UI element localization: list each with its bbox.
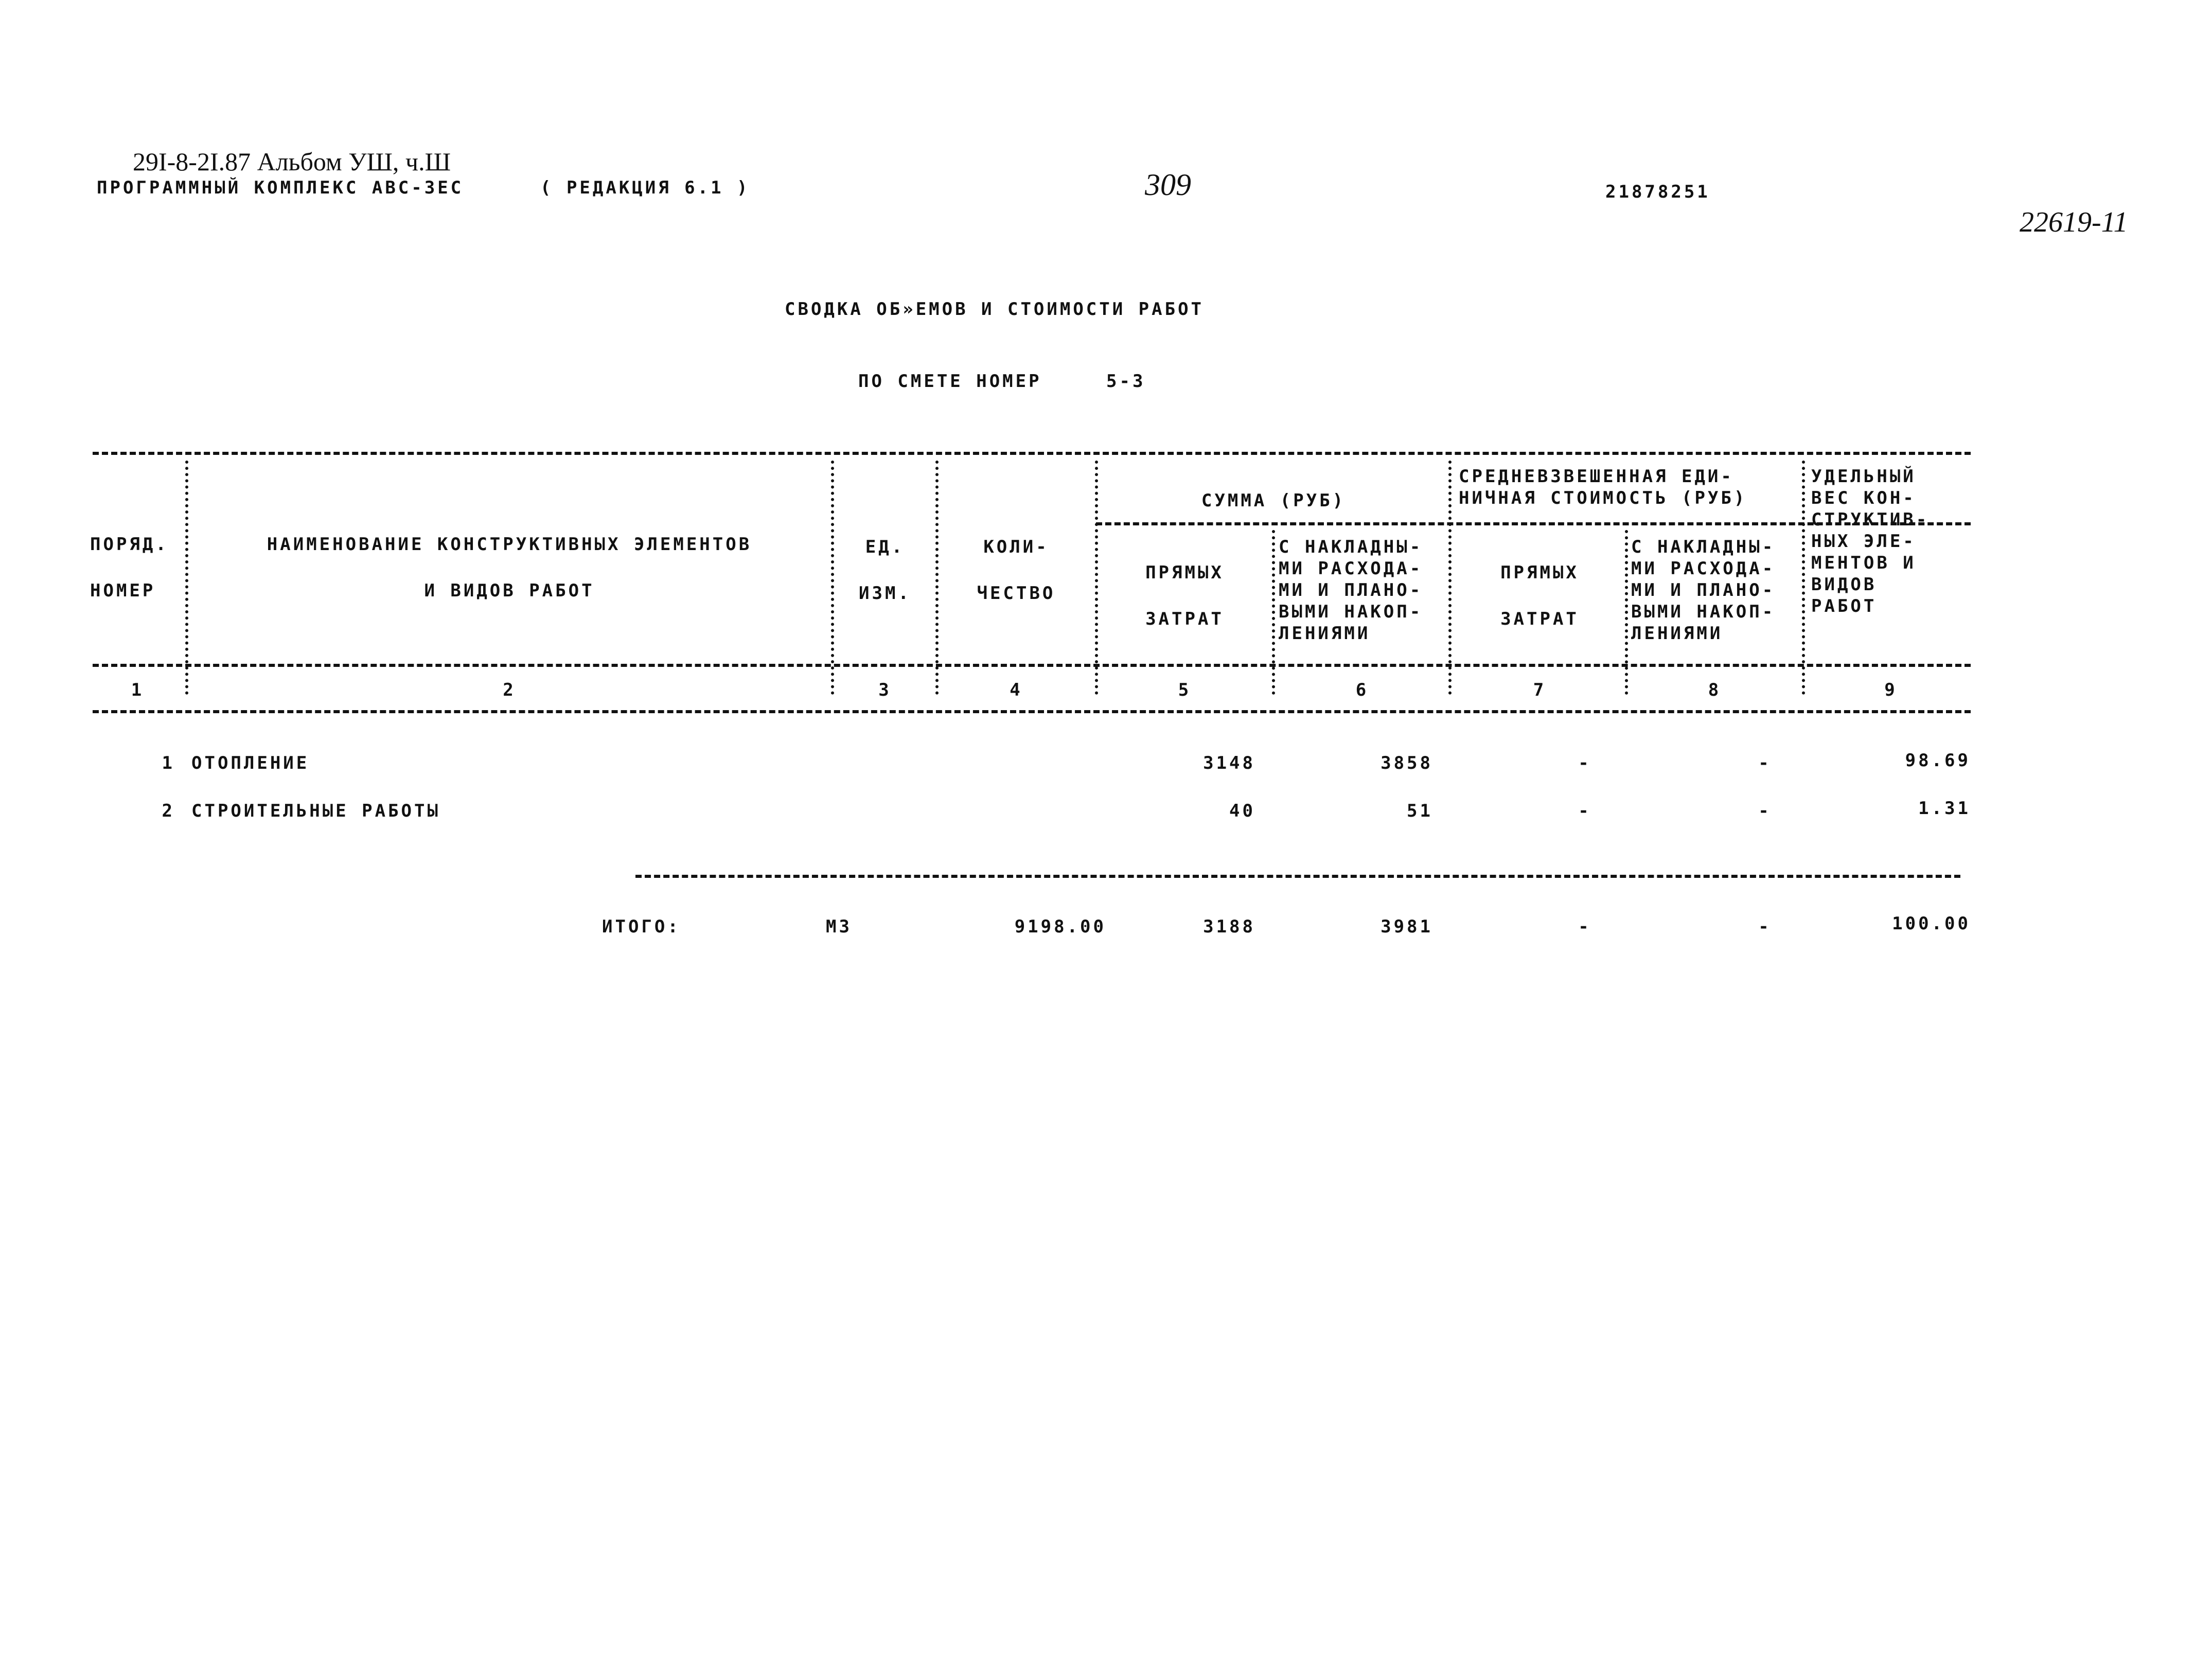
header-avg-direct-line1: ПРЯМЫХ (1500, 562, 1579, 583)
header-share-line3: СТРУКТИВ- (1811, 509, 1930, 530)
program-line: ПРОГРАММНЫЙ КОМПЛЕКС АВС-3ЕС (97, 178, 464, 198)
header-share-line6: ВИДОВ (1811, 574, 1877, 595)
row-overhead: 3858 (1381, 753, 1433, 773)
header-overhead-line2: МИ РАСХОДА- (1279, 558, 1423, 579)
header-avg-overhead-line4: ВЫМИ НАКОП- (1631, 602, 1776, 622)
column-number: 6 (1355, 680, 1369, 700)
header-order-line2: НОМЕР (90, 580, 156, 601)
row-share: 98.69 (1905, 750, 1971, 771)
album-reference: 29I-8-2I.87 Альбом УШ, ч.Ш (133, 147, 451, 176)
estimate-number: 5-3 (1106, 371, 1146, 392)
row-avg-overhead: - (1758, 753, 1772, 773)
header-avg-group (1459, 466, 1747, 509)
header-avg-overhead (1631, 536, 1775, 644)
row-name: СТРОИТЕЛЬНЫЕ РАБОТЫ (191, 801, 440, 821)
header-avg-overhead-line3: МИ И ПЛАНО- (1631, 580, 1776, 601)
row-direct: 3148 (1203, 753, 1255, 773)
table-top-rule (93, 452, 1971, 455)
header-avg-overhead-line1: С НАКЛАДНЫ- (1631, 537, 1776, 557)
header-share-line7: РАБОТ (1811, 596, 1877, 616)
row-direct: 40 (1229, 801, 1255, 821)
total-avg-overhead: - (1758, 916, 1772, 937)
header-bottom-rule (93, 664, 1971, 667)
header-avg-group-line1: СРЕДНЕВЗВЕШЕННАЯ ЕДИ- (1459, 466, 1734, 487)
column-number: 3 (878, 680, 892, 700)
row-overhead: 51 (1407, 801, 1433, 821)
page-number: 309 (1145, 168, 1191, 202)
document-title: СВОДКА ОБ»ЕМОВ И СТОИМОСТИ РАБОТ (785, 299, 1205, 320)
header-avg-direct-line2: ЗАТРАТ (1500, 609, 1579, 629)
total-avg-direct: - (1578, 916, 1591, 937)
header-order-line1: ПОРЯД. (90, 534, 169, 555)
column-number: 5 (1178, 680, 1192, 700)
header-overhead-line5: ЛЕНИЯМИ (1279, 623, 1371, 644)
column-number: 1 (131, 680, 145, 700)
column-number: 8 (1708, 680, 1722, 700)
column-number: 7 (1533, 680, 1547, 700)
edition-label: ( РЕДАКЦИЯ 6.1 ) (540, 178, 750, 198)
header-name-line1: НАИМЕНОВАНИЕ КОНСТРУКТИВНЫХ ЭЛЕМЕНТОВ (267, 534, 752, 555)
header-overhead-line1: С НАКЛАДНЫ- (1279, 537, 1423, 557)
header-direct-line1: ПРЯМЫХ (1145, 562, 1224, 583)
col-separator-7 (1625, 530, 1628, 695)
header-avg-group-line2: НИЧНАЯ СТОИМОСТЬ (РУБ) (1459, 488, 1747, 508)
header-overhead (1279, 536, 1423, 644)
header-overhead-line4: ВЫМИ НАКОП- (1279, 602, 1423, 622)
total-share: 100.00 (1892, 913, 1971, 934)
row-number: 2 (162, 801, 175, 821)
column-number: 2 (503, 680, 516, 700)
header-qty-line1: КОЛИ- (983, 537, 1049, 557)
header-overhead-line3: МИ И ПЛАНО- (1279, 580, 1423, 601)
header-qty-line2: ЧЕСТВО (977, 583, 1056, 604)
header-avg-overhead-line2: МИ РАСХОДА- (1631, 558, 1776, 579)
total-label: ИТОГО: (602, 916, 681, 937)
col-separator-3 (935, 461, 939, 695)
row-avg-overhead: - (1758, 801, 1772, 821)
col-separator-6 (1448, 461, 1452, 695)
estimate-label: ПО СМЕТЕ НОМЕР (858, 371, 1042, 392)
header-sum-group: СУММА (РУБ) (1201, 490, 1346, 511)
column-numbers-rule (93, 710, 1971, 713)
header-name-line2: И ВИДОВ РАБОТ (424, 580, 595, 601)
header-direct-line2: ЗАТРАТ (1145, 609, 1224, 629)
handwritten-stamp: 22619-11 (2020, 206, 2128, 238)
row-avg-direct: - (1578, 753, 1591, 773)
col-separator-8 (1802, 461, 1805, 695)
header-unit-line1: ЕД. (865, 537, 905, 557)
total-rule (635, 875, 1960, 878)
row-number: 1 (162, 753, 175, 773)
col-separator-4 (1095, 461, 1098, 695)
header-share (1811, 466, 1929, 617)
total-unit: М3 (826, 916, 852, 937)
header-unit-line2: ИЗМ. (859, 583, 911, 604)
row-name: ОТОПЛЕНИЕ (191, 753, 310, 773)
header-share-line1: УДЕЛЬНЫЙ (1811, 466, 1916, 487)
column-number: 4 (1010, 680, 1023, 700)
total-direct: 3188 (1203, 916, 1255, 937)
header-share-line5: МЕНТОВ И (1811, 553, 1916, 573)
document-code: 21878251 (1605, 182, 1710, 202)
header-share-line4: НЫХ ЭЛЕ- (1811, 531, 1916, 552)
col-separator-5 (1272, 530, 1275, 695)
total-quantity: 9198.00 (1014, 916, 1106, 937)
total-overhead: 3981 (1381, 916, 1433, 937)
header-share-line2: ВЕС КОН- (1811, 488, 1916, 508)
row-share: 1.31 (1918, 798, 1971, 819)
row-avg-direct: - (1578, 801, 1591, 821)
header-avg-overhead-line5: ЛЕНИЯМИ (1631, 623, 1723, 644)
col-separator-2 (831, 461, 834, 695)
column-number: 9 (1884, 680, 1898, 700)
col-separator-1 (185, 461, 188, 695)
